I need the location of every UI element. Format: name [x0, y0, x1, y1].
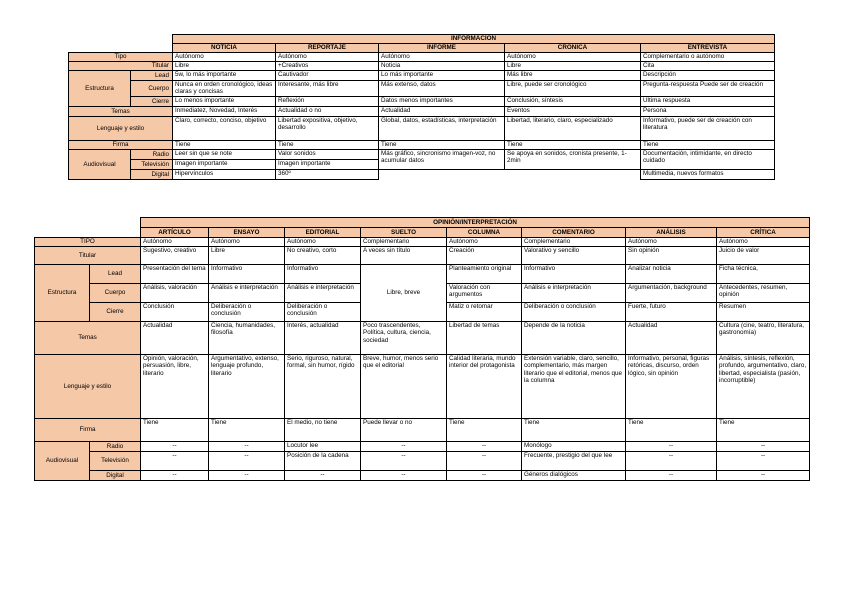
col-ensayo: ENSAYO: [209, 228, 285, 238]
row-label-radio: Radio: [90, 442, 141, 452]
cell: --: [141, 452, 209, 471]
cell: Sin opinión: [626, 247, 717, 265]
cell: Tiene: [173, 141, 276, 150]
informacion-row-labels: [68, 52, 173, 180]
cell: Opinión, valoración, persuasión, libre, literario: [141, 355, 209, 419]
cell: Informativo: [522, 265, 626, 284]
col-columna: COLUMNA: [447, 228, 522, 238]
cell: +Creativos: [276, 62, 379, 71]
col-critica: CRÍTICA: [717, 228, 810, 238]
cell: Conclusión, síntesis: [505, 97, 641, 107]
row-label-estructura: Estructura: [69, 71, 131, 107]
row-label-cuerpo: Cuerpo: [90, 284, 141, 303]
cell: Autónomo: [447, 238, 522, 247]
cell: Puede llevar o no: [361, 419, 447, 442]
cell: Planteamiento original: [447, 265, 522, 284]
cell: Análisis e interpretación: [285, 284, 361, 303]
cell: Autónomo: [379, 53, 505, 62]
row-label-lead: Lead: [131, 71, 173, 81]
row-label-firma: Firma: [35, 419, 141, 442]
cell: Autónomo: [505, 53, 641, 62]
cell: Presentación del tema: [141, 265, 209, 284]
cell: Valor sonidos: [276, 150, 379, 160]
col-cronica: CRÓNICA: [505, 44, 641, 53]
row-label-radio: Radio: [131, 150, 173, 160]
cell: Sugestivo, creativo: [141, 247, 209, 265]
row-label-television: Televisión: [90, 452, 141, 471]
row-label-tipo: TIPO: [35, 238, 141, 247]
cell: Complementario: [522, 238, 626, 247]
cell: Lo más importante: [379, 71, 505, 81]
cell: Análisis, valoración: [141, 284, 209, 303]
cell: Libertad, literario, claro, especializado: [505, 117, 641, 141]
cell: Argumentativo, extenso, lenguaje profundo, literario: [209, 355, 285, 419]
col-informe: INFORME: [379, 44, 505, 53]
cell: Actualidad: [141, 322, 209, 355]
cell: Eventos: [505, 107, 641, 117]
cell: Documentación, intimidante, en directo cuidado: [641, 150, 775, 170]
cell: Noticia: [379, 62, 505, 71]
cell: Valoración con argumentos: [447, 284, 522, 303]
cell: Libre, puede ser cronológico: [505, 81, 641, 97]
cell: Extensión variable, claro, sencillo, complementario, más margen literario que el editorial, menos que la columna: [522, 355, 626, 419]
cell: No creativo, corto: [285, 247, 361, 265]
cell: Breve, humor, menos serio que el editorial: [361, 355, 447, 419]
cell: Ficha técnica,: [717, 265, 810, 284]
cell: Conclusión: [141, 303, 209, 322]
cell: Informativo, puede ser de creación con literatura: [641, 117, 775, 141]
cell: Autónomo: [717, 238, 810, 247]
cell: Cautivador: [276, 71, 379, 81]
col-comentario: COMENTARIO: [522, 228, 626, 238]
cell: Interés, actualidad: [285, 322, 361, 355]
cell: Análisis, síntesis, reflexión, profundo, argumentativo, claro, libertad, especialista (pasión, incorruptible): [717, 355, 810, 419]
cell: --: [141, 471, 209, 481]
cell: --: [209, 452, 285, 471]
cell: Tiene: [276, 141, 379, 150]
cell: Descripción: [641, 71, 775, 81]
row-label-audiovisual: Audiovisual: [35, 442, 90, 481]
row-label-digital: Digital: [90, 471, 141, 481]
cell: Tiene: [447, 419, 522, 442]
cell: --: [209, 442, 285, 452]
cell: Tiene: [641, 141, 775, 150]
row-label-lenguaje: Lenguaje y estilo: [35, 355, 141, 419]
row-label-audiovisual: Audiovisual: [69, 150, 131, 180]
row-label-titular: Titular: [35, 247, 141, 265]
col-analisis: ANÁLISIS: [626, 228, 717, 238]
cell: Complementario: [361, 238, 447, 247]
row-label-lenguaje: Lenguaje y estilo: [69, 117, 173, 141]
cell: Frecuente, prestigio del que lee: [522, 452, 626, 471]
cell: Posición de la cadena: [285, 452, 361, 471]
row-label-cuerpo: Cuerpo: [131, 81, 173, 97]
row-label-cierre: Cierre: [131, 97, 173, 107]
cell: Géneros dialógicos: [522, 471, 626, 481]
cell: Depende de la noticia: [522, 322, 626, 355]
informacion-title: INFORMACIÓN: [173, 35, 775, 44]
row-label-digital: Digital: [131, 170, 173, 180]
cell: --: [447, 471, 522, 481]
cell: --: [626, 442, 717, 452]
cell: Autónomo: [626, 238, 717, 247]
cell: Libre: [505, 62, 641, 71]
cell: Multimedia, nuevos formatos: [641, 170, 775, 180]
cell: Persona: [641, 107, 775, 117]
cell: Poco trascendentes, Política, cultura, ciencia, sociedad: [361, 322, 447, 355]
cell: Imagen importante: [173, 160, 276, 170]
cell: Tiene: [141, 419, 209, 442]
cell: --: [626, 452, 717, 471]
cell: 360º: [276, 170, 379, 180]
cell: A veces sin título: [361, 247, 447, 265]
cell: Interesante, más libre: [276, 81, 379, 97]
cell: Más gráfico, sincronismo imagen-voz, no acumular datos: [379, 150, 505, 170]
informacion-table: [172, 34, 775, 53]
cell: Informativo: [209, 265, 285, 284]
row-label-television: Televisión: [131, 160, 173, 170]
cell: Última respuesta: [641, 97, 775, 107]
cell: --: [717, 452, 810, 471]
cell: Tiene: [717, 419, 810, 442]
cell: Deliberación o conclusión: [285, 303, 361, 322]
cell: Se apoya en sonidos, cronista presente, 1-2min: [505, 150, 641, 170]
cell: Ciencia, humanidades, filosofía: [209, 322, 285, 355]
cell: Resumen: [717, 303, 810, 322]
cell: Más libre: [505, 71, 641, 81]
cell: Calidad literaria, mundo interior del protagonista: [447, 355, 522, 419]
cell: Libre: [173, 62, 276, 71]
row-label-firma: Firma: [69, 141, 173, 150]
cell: --: [717, 442, 810, 452]
cell: Antecedentes, resumen, opinión: [717, 284, 810, 303]
cell: Autónomo: [173, 53, 276, 62]
cell: Autónomo: [141, 238, 209, 247]
cell: Actualidad: [626, 322, 717, 355]
empty-cell: [35, 228, 141, 238]
empty-cell: [379, 170, 641, 180]
cell: Informativo, personal, figuras retóricas, discurso, orden lógico, sin opinión: [626, 355, 717, 419]
col-entrevista: ENTREVISTA: [641, 44, 775, 53]
cell: Más extenso, datos: [379, 81, 505, 97]
opinion-title: OPINIÓN/INTERPRETACIÓN: [141, 218, 810, 228]
cell: Lo menos importante: [173, 97, 276, 107]
row-label-temas: Temas: [35, 322, 141, 355]
cell: Argumentación, background: [626, 284, 717, 303]
cell: Nunca en orden cronológico, ideas claras y concisas: [173, 81, 276, 97]
cell: Análisis e interpretación: [522, 284, 626, 303]
cell: --: [447, 452, 522, 471]
cell: --: [361, 471, 447, 481]
cell: Creación: [447, 247, 522, 265]
cell: Hipervínculos: [173, 170, 276, 180]
cell: Deliberación o conclusión: [522, 303, 626, 322]
empty-cell: [35, 218, 141, 228]
cell: El medio, no tiene: [285, 419, 361, 442]
cell: Tiene: [379, 141, 505, 150]
cell: Actualidad o no: [276, 107, 379, 117]
col-suelto: SUELTO: [361, 228, 447, 238]
row-label-cierre: Cierre: [90, 303, 141, 322]
cell: Tiene: [209, 419, 285, 442]
col-reportaje: REPORTAJE: [276, 44, 379, 53]
row-label-lead: Lead: [90, 265, 141, 284]
cell: Valorativo y sencillo: [522, 247, 626, 265]
cell: Autónomo: [285, 238, 361, 247]
cell: Imagen importante: [276, 160, 379, 170]
col-noticia: NOTICIA: [173, 44, 276, 53]
col-articulo: ARTÍCULO: [141, 228, 209, 238]
cell: Actualidad: [379, 107, 505, 117]
cell: 5w, lo más importante: [173, 71, 276, 81]
cell: Serio, riguroso, natural, formal, sin humor, rígido: [285, 355, 361, 419]
cell: Tiene: [522, 419, 626, 442]
cell: Libertad de temas: [447, 322, 522, 355]
cell: Libre: [209, 247, 285, 265]
cell: --: [717, 471, 810, 481]
cell: Locutor lee: [285, 442, 361, 452]
cell: Claro, correcto, conciso, objetivo: [173, 117, 276, 141]
cell: --: [209, 471, 285, 481]
cell: Pregunta-respuesta Puede ser de creación: [641, 81, 775, 97]
row-label-estructura: Estructura: [35, 265, 90, 322]
informacion-body: [172, 52, 775, 180]
cell: --: [141, 442, 209, 452]
cell: Complementario o autónomo: [641, 53, 775, 62]
cell: Leer sin que se note: [173, 150, 276, 160]
cell: Informativo: [285, 265, 361, 284]
cell: Matiz o retomar: [447, 303, 522, 322]
cell: Datos menos importantes: [379, 97, 505, 107]
cell: Autónomo: [276, 53, 379, 62]
cell: Juicio de valor: [717, 247, 810, 265]
cell: Deliberación o conclusión: [209, 303, 285, 322]
opinion-table: [34, 217, 810, 481]
cell: Cultura (cine, teatro, literatura, gastronomía): [717, 322, 810, 355]
cell: --: [447, 442, 522, 452]
cell: Libertad expositiva, objetivo, desarrollo: [276, 117, 379, 141]
cell: Tiene: [626, 419, 717, 442]
row-label-temas: Temas: [69, 107, 173, 117]
row-label-tipo: Tipo: [69, 53, 173, 62]
cell: --: [626, 471, 717, 481]
col-editorial: EDITORIAL: [285, 228, 361, 238]
cell: Tiene: [505, 141, 641, 150]
row-label-titular: Titular: [69, 62, 173, 71]
cell: Reflexión: [276, 97, 379, 107]
cell: Inmediatez, Novedad, Interés: [173, 107, 276, 117]
cell: Global, datos, estadísticas, interpretación: [379, 117, 505, 141]
cell: --: [361, 452, 447, 471]
cell: Libre, breve: [361, 265, 447, 322]
cell: Autónomo: [209, 238, 285, 247]
cell: --: [361, 442, 447, 452]
cell: Fuerte, futuro: [626, 303, 717, 322]
cell: Monólogo: [522, 442, 626, 452]
cell: Analizar noticia: [626, 265, 717, 284]
cell: Cita: [641, 62, 775, 71]
cell: --: [285, 471, 361, 481]
cell: Análisis e interpretación: [209, 284, 285, 303]
